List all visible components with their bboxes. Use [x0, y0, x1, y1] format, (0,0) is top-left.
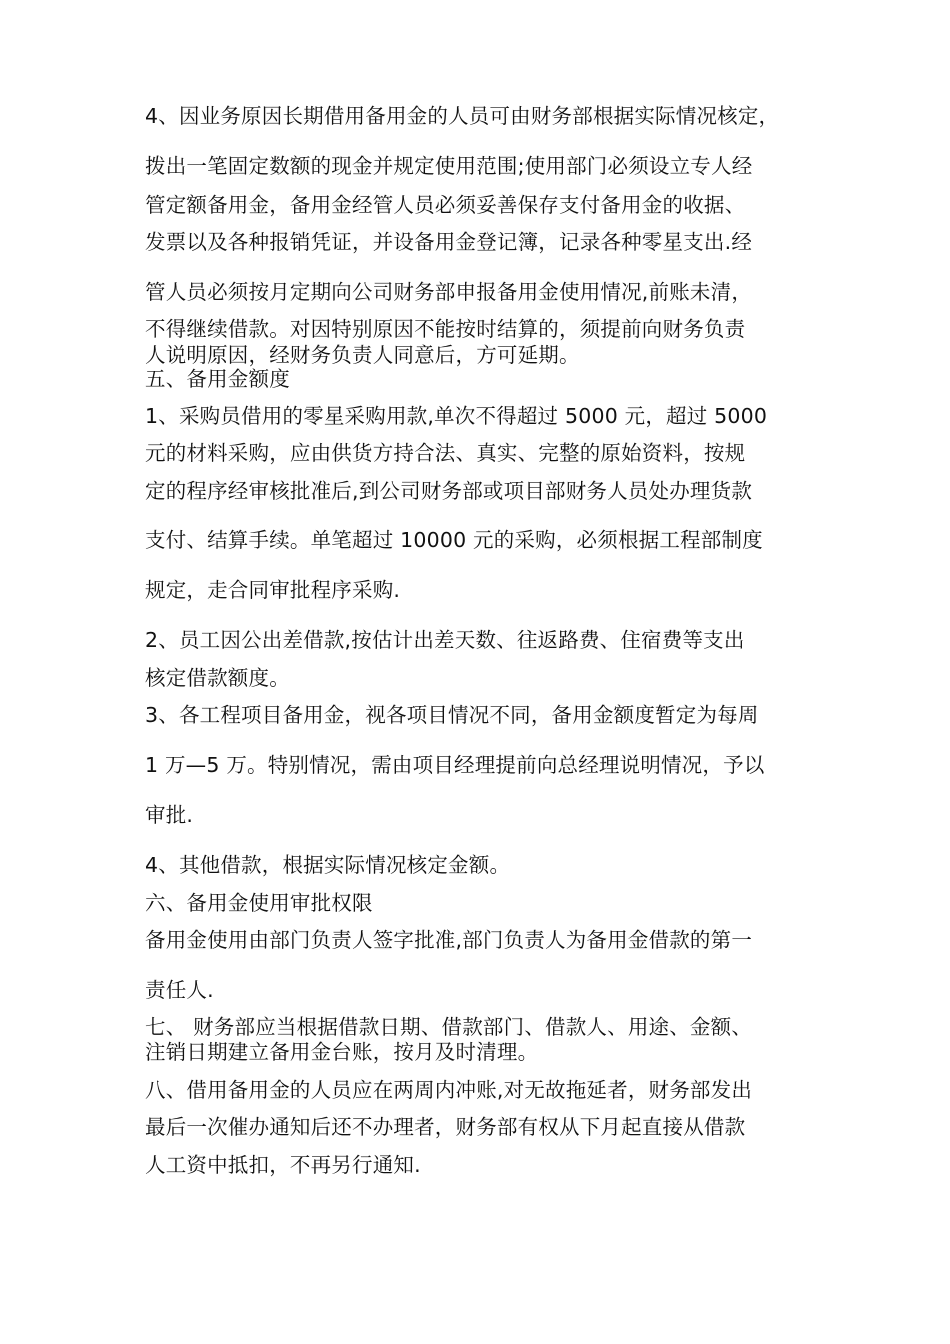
text-line: 3、各工程项目备用金，视各项目情况不同，备用金额度暂定为每周 — [145, 703, 759, 727]
text-line: 支付、结算手续。单笔超过 10000 元的采购，必须根据工程部制度 — [145, 528, 763, 552]
text-line: 定的程序经审核批准后,到公司财务部或项目部财务人员处办理货款 — [145, 479, 753, 503]
text-line: 责任人. — [145, 978, 214, 1002]
text-line: 2、员工因公出差借款,按估计出差天数、往返路费、住宿费等支出 — [145, 628, 745, 652]
section-heading: 五、备用金额度 — [145, 367, 290, 391]
text-line: 人说明原因，经财务负责人同意后，方可延期。 — [145, 343, 580, 367]
text-line: 元的材料采购，应由供货方持合法、真实、完整的原始资料，按规 — [145, 441, 746, 465]
text-line: 最后一次催办通知后还不办理者，财务部有权从下月起直接从借款 — [145, 1115, 746, 1139]
text-line: 审批. — [145, 803, 194, 827]
text-line: 管定额备用金，备用金经管人员必须妥善保存支付备用金的收据、 — [145, 193, 746, 217]
section-heading: 六、备用金使用审批权限 — [145, 891, 373, 915]
text-line: 注销日期建立备用金台账，按月及时清理。 — [145, 1040, 539, 1064]
text-line: 备用金使用由部门负责人签字批准,部门负责人为备用金借款的第一 — [145, 928, 753, 952]
text-line: 1、采购员借用的零星采购用款,单次不得超过 5000 元，超过 5000 — [145, 404, 768, 428]
text-line: 4、其他借款，根据实际情况核定金额。 — [145, 853, 511, 877]
text-line: 4、因业务原因长期借用备用金的人员可由财务部根据实际情况核定， — [145, 104, 780, 128]
text-line: 管人员必须按月定期向公司财务部申报备用金使用情况,前账未清， — [145, 280, 753, 304]
text-line: 人工资中抵扣，不再另行通知. — [145, 1153, 421, 1177]
section-heading: 八、借用备用金的人员应在两周内冲账,对无故拖延者，财务部发出 — [145, 1078, 753, 1102]
text-line: 规定，走合同审批程序采购. — [145, 578, 401, 602]
section-heading: 七、 财务部应当根据借款日期、借款部门、借款人、用途、金额、 — [145, 1015, 753, 1039]
text-line: 1 万—5 万。特别情况，需由项目经理提前向总经理说明情况，予以 — [145, 753, 765, 777]
text-line: 不得继续借款。对因特别原因不能按时结算的，须提前向财务负责 — [145, 317, 746, 341]
text-line: 拨出一笔固定数额的现金并规定使用范围;使用部门必须设立专人经 — [145, 154, 753, 178]
text-line: 核定借款额度。 — [145, 666, 290, 690]
text-line: 发票以及各种报销凭证，并设备用金登记簿，记录各种零星支出.经 — [145, 230, 753, 254]
